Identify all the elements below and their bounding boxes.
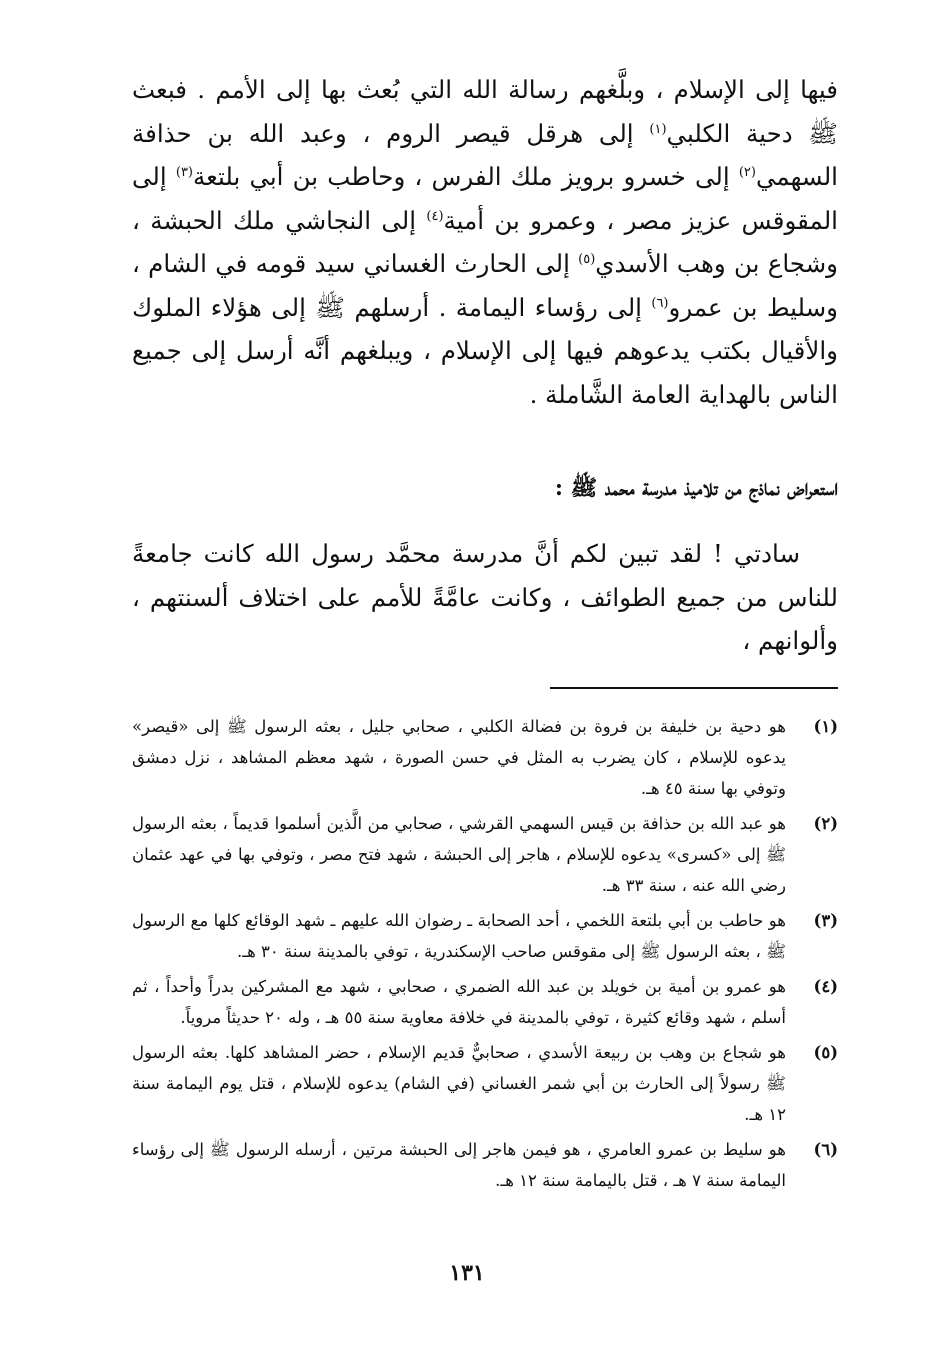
paragraph-1-part-2: إلى هرقل قيصر الروم ، وعبد الله بن حذافة السهمي (132, 118, 838, 191)
footnote-ref-4[interactable]: (٤) (426, 208, 444, 224)
footnote-ref-3[interactable]: (٣) (175, 164, 193, 180)
footnote-1 (132, 711, 838, 804)
footnote-number: (٤) (813, 976, 838, 996)
footnote-text: هو سليط بن عمرو العامري ، هو فيمن هاجر إلى الحبشة مرتين ، أرسله الرسول ﷺ إلى رؤساء اليمامة سنة ٧ هـ ، قتل باليمامة سنة ١٢ هـ. (132, 1139, 786, 1190)
footnote-ref-6[interactable]: (٦) (651, 295, 669, 311)
footnote-text: هو شجاع بن وهب بن ربيعة الأسدي ، صحابيٌّ قديم الإسلام ، حضر المشاهد كلها. بعثه الرسول ﷺ رسولاً إلى الحارث بن أبي شمر الغساني (في الشام) يدعوه للإسلام ، قتل يوم اليمامة سنة ١٢ هـ. (132, 1042, 786, 1124)
paragraph-1-part-6: إلى الحارث الغساني سيد قومه في الشام ، وسليط بن عمرو (132, 249, 839, 322)
footnote-ref-2[interactable]: (٢) (738, 164, 756, 180)
footnote-number: (١) (813, 716, 838, 736)
footnote-number: (٢) (813, 813, 838, 833)
page-number: ١٣١ (449, 1260, 485, 1286)
footnote-number: (٥) (813, 1042, 838, 1062)
paragraph-1-part-3: إلى خسرو برويز ملك الفرس ، وحاطب بن أبي بلتعة (193, 162, 739, 191)
footnote-divider (550, 687, 838, 689)
footnote-text: هو حاطب بن أبي بلتعة اللخمي ، أحد الصحابة ـ رضوان الله عليهم ـ شهد الوقائع كلها مع الرسول ﷺ ، بعثه الرسول ﷺ إلى مقوقس صاحب الإسكندرية ، توفي بالمدينة سنة ٣٠ هـ. (132, 910, 786, 961)
footnotes (132, 711, 838, 1196)
paragraph-1-part-5: إلى النجاشي ملك الحبشة ، وشجاع بن وهب الأسدي (132, 205, 838, 278)
footnote-ref-5[interactable]: (٥) (578, 251, 596, 267)
main-text (132, 68, 838, 663)
footnote-number: (٣) (813, 910, 838, 930)
paragraph-1-part-4: إلى المقوقس عزيز مصر ، وعمرو بن أمية (132, 162, 838, 235)
footnote-5 (132, 1037, 838, 1130)
footnote-ref-1[interactable]: (١) (649, 121, 667, 137)
paragraph-1-part-7: إلى رؤساء اليمامة . أرسلهم ﷺ إلى هؤلاء الملوك والأقيال بكتب يدعوهم فيها إلى الإسلام ، ويبلغهم أنَّه أرسل إلى جميع الناس بالهداية العامة الشَّاملة . (132, 292, 838, 409)
paragraph-1 (132, 68, 838, 416)
paragraph-1-part-1: فيها إلى الإسلام ، وبلَّغهم رسالة الله التي بُعث بها إلى الأمم . فبعث ﷺ دحية الكلبي (132, 75, 839, 148)
footnote-number: (٦) (813, 1139, 838, 1159)
footnote-2 (132, 808, 838, 901)
footnote-6 (132, 1134, 838, 1196)
footnote-3 (132, 905, 838, 967)
footnote-4 (132, 971, 838, 1033)
page-content (132, 68, 838, 1200)
footnote-text: هو عبد الله بن حذافة بن قيس السهمي القرشي ، صحابي من الَّذين أسلموا قديماً ، بعثه الرسول ﷺ إلى «كسرى» يدعوه للإسلام ، هاجر إلى الحبشة ، شهد فتح مصر ، وتوفي بها في عهد عثمان رضي الله عنه ، سنة ٣٣ هـ. (132, 813, 786, 895)
footnote-text: هو عمرو بن أمية بن خويلد بن عبد الله الضمري ، صحابي ، شهد مع المشركين بدراً وأحداً ، ثم أسلم ، شهد وقائع كثيرة ، توفي بالمدينة في خلافة معاوية سنة ٥٥ هـ ، وله ٢٠ حديثاً مروياً. (132, 976, 786, 1027)
paragraph-2: سادتي ! لقد تبين لكم أنَّ مدرسة محمَّد رسول الله كانت جامعةً للناس من جميع الطوائف ، وكانت عامَّةً للأمم على اختلاف ألسنتهم ، وألوانهم ، (132, 539, 838, 655)
section-heading: استعراض نماذج من تلاميذ مدرسة محمد ﷺ : (554, 475, 838, 501)
footnote-text: هو دحية بن خليفة بن فروة بن فضالة الكلبي ، صحابي جليل ، بعثه الرسول ﷺ إلى «قيصر» يدعوه للإسلام ، كان يضرب به المثل في حسن الصورة ، شهد معظم المشاهد ، نزل دمشق وتوفي بها سنة ٤٥ هـ. (132, 716, 786, 798)
